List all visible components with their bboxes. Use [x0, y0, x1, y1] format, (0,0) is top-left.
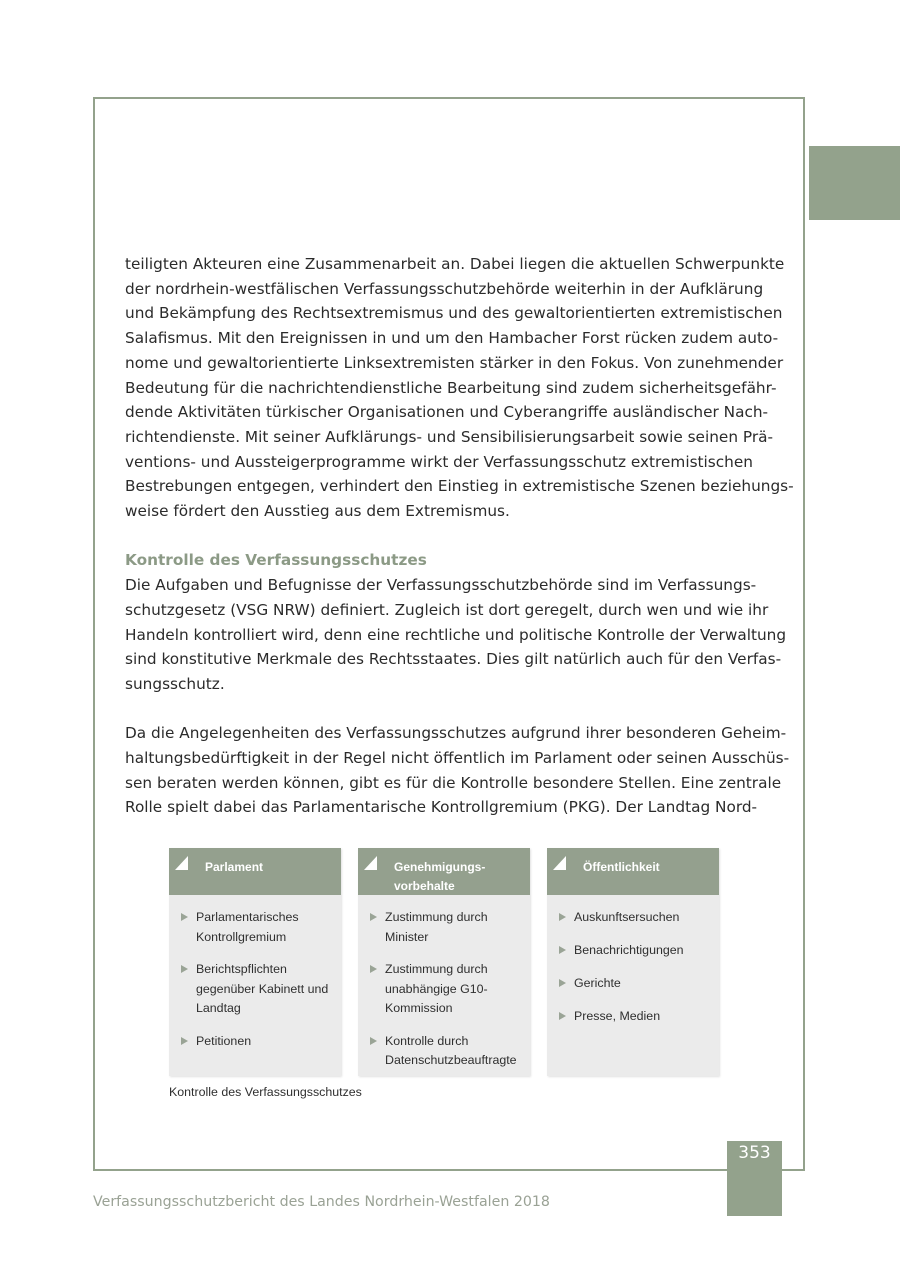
text-line: sind konstitutive Merkmale des Rechtsstaates. Dies gilt natürlich auch für den Verfas-	[125, 650, 782, 669]
column-title: Genehmigungs- vorbehalte	[394, 860, 486, 893]
bullet-arrow-icon	[181, 913, 188, 921]
text-line: weise fördert den Ausstieg aus dem Extremismus.	[125, 502, 510, 521]
text-line: haltungsbedürftigkeit in der Regel nicht öffentlich im Parlament oder seinen Ausschüs-	[125, 749, 790, 768]
list-item	[547, 974, 719, 994]
list-item	[169, 908, 341, 947]
body-text	[125, 252, 794, 820]
column-header	[358, 848, 530, 895]
text-line: sungsschutz.	[125, 674, 225, 693]
paragraph-2	[125, 573, 785, 697]
text-line: Bestrebungen entgegen, verhindert den Einstieg in extremistische Szenen beziehungs-	[125, 477, 794, 496]
corner-triangle-icon	[175, 856, 188, 870]
text-line: dende Aktivitäten türkischer Organisationen und Cyberangriffe ausländischer Nach-	[125, 403, 769, 422]
bullet-arrow-icon	[559, 979, 566, 987]
text-line: Die Aufgaben und Befugnisse der Verfassungsschutzbehörde sind im Verfassungs-	[125, 576, 757, 595]
text-line: Handeln kontrolliert wird, denn eine rechtliche und politische Kontrolle der Verwaltung	[125, 625, 787, 644]
list-item-text: Zustimmung durch Minister	[385, 910, 488, 944]
corner-triangle-icon	[553, 856, 566, 870]
list-item-text: Auskunftsersuchen	[574, 910, 680, 924]
text-line: ventions- und Aussteigerprogramme wirkt der Verfassungsschutz extremistischen	[125, 452, 753, 471]
column-oeffentlichkeit	[547, 848, 719, 1076]
list-item-text: Kontrolle durch Datenschutzbeauftragte	[385, 1033, 517, 1067]
section-heading: Kontrolle des Verfassungsschutzes	[125, 551, 427, 570]
list-item	[358, 908, 530, 947]
paragraph-1	[125, 252, 794, 524]
column-genehmigungsvorbehalte	[358, 848, 530, 1076]
text-line: nome und gewaltorientierte Linksextremisten stärker in den Fokus. Von zunehmender	[125, 353, 784, 372]
text-line: richtendienste. Mit seiner Aufklärungs- und Sensibilisierungsarbeit sowie seinen Prä-	[125, 427, 774, 446]
text-line: teiligten Akteuren eine Zusammenarbeit an. Dabei liegen die aktuellen Schwerpunkte	[125, 255, 785, 273]
bullet-arrow-icon	[181, 1037, 188, 1045]
footer-text: Verfassungsschutzbericht des Landes Nordrhein-Westfalen 2018	[93, 1194, 550, 1210]
list-item	[358, 960, 530, 1019]
text-line: Salafismus. Mit den Ereignissen in und um den Hambacher Forst rücken zudem auto-	[125, 329, 779, 348]
bullet-arrow-icon	[559, 946, 566, 954]
side-tab-marker	[809, 146, 900, 220]
column-title: Parlament	[205, 860, 264, 874]
list-item	[547, 908, 719, 928]
page-number: 353	[738, 1143, 771, 1163]
list-item	[547, 941, 719, 961]
text-line: Da die Angelegenheiten des Verfassungsschutzes aufgrund ihrer besonderen Geheim-	[125, 724, 787, 743]
bullet-arrow-icon	[370, 913, 377, 921]
control-diagram	[165, 843, 740, 1103]
text-line: sen beraten werden können, gibt es für die Kontrolle besondere Stellen. Eine zentrale	[125, 773, 782, 792]
list-item-text: Parlamentarisches Kontrollgremium	[196, 910, 299, 944]
text-line: schutzgesetz (VSG NRW) definiert. Zugleich ist dort geregelt, durch wen und wie ihr	[125, 600, 769, 619]
bullet-arrow-icon	[181, 965, 188, 973]
column-title: Öffentlichkeit	[583, 860, 660, 874]
bullet-arrow-icon	[370, 965, 377, 973]
list-item	[169, 960, 341, 1019]
list-item-text: Berichtspflichten gegenüber Kabinett und Landtag	[196, 962, 329, 1015]
list-item-text: Presse, Medien	[574, 1009, 661, 1023]
text-line: der nordrhein-westfälischen Verfassungsschutzbehörde weiterhin in der Aufklärung	[125, 279, 764, 298]
list-item-text: Petitionen	[196, 1033, 252, 1048]
text-line: und Bekämpfung des Rechtsextremismus und des gewaltorientierten extremistischen	[125, 304, 783, 323]
paragraph-3	[125, 721, 790, 820]
bullet-arrow-icon	[559, 913, 566, 921]
column-header	[169, 848, 341, 895]
list-item	[169, 1032, 341, 1052]
page-number-box	[727, 1141, 782, 1216]
list-item	[547, 1007, 719, 1027]
figure-caption: Kontrolle des Verfassungsschutzes	[169, 1085, 362, 1099]
bullet-arrow-icon	[370, 1037, 377, 1045]
text-line: Bedeutung für die nachrichtendienstliche Bearbeitung sind zudem sicherheitsgefähr-	[125, 378, 777, 397]
list-item-text: Gerichte	[574, 976, 621, 990]
text-line: Rolle spielt dabei das Parlamentarische Kontrollgremium (PKG). Der Landtag Nord-	[125, 798, 758, 817]
list-item-text: Zustimmung durch unabhängige G10- Kommission	[385, 962, 488, 1015]
column-parlament	[169, 848, 341, 1076]
list-item-text: Benachrichtigungen	[574, 943, 684, 957]
bullet-arrow-icon	[559, 1012, 566, 1020]
list-item	[358, 1032, 530, 1071]
column-header	[547, 848, 719, 895]
corner-triangle-icon	[364, 856, 377, 870]
